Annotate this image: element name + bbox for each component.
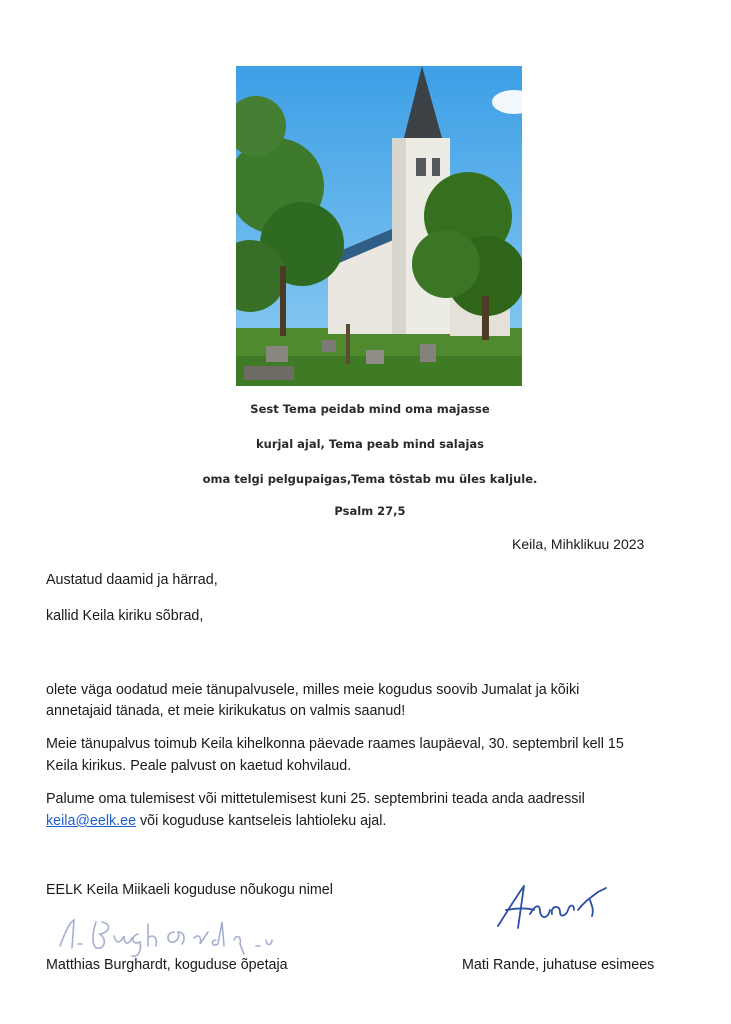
paragraph-3-rest: või koguduse kantseleis lahtioleku ajal. [136, 813, 387, 829]
church-photo [236, 66, 522, 386]
paragraph-2-line-2: Keila kirikus. Peale palvust on kaetud kohvilaud. [46, 758, 352, 774]
paragraph-3-line-2 [46, 809, 386, 833]
paragraph-3-line-1: Palume oma tulemisest või mittetulemisest kuni 25. septembrini teada anda aadressil [46, 791, 585, 807]
paragraph-1-line-2: annetajaid tänada, et meie kirikukatus on valmis saanud! [46, 703, 406, 719]
place-date: Keila, Mihklikuu 2023 [512, 536, 645, 552]
salutation-line-2: kallid Keila kiriku sõbrad, [46, 608, 204, 624]
verse-line-2: kurjal ajal, Tema peab mind salajas [255, 437, 485, 451]
verse-line-1: Sest Tema peidab mind oma majasse [250, 402, 490, 416]
signature-rande [488, 880, 620, 936]
signer-2: Mati Rande, juhatuse esimees [462, 957, 655, 973]
council-signoff: EELK Keila Miikaeli koguduse nõukogu nimel [46, 882, 333, 898]
verse-line-3: oma telgi pelgupaigas,Tema tõstab mu üles kaljule. [202, 472, 538, 486]
verse-reference: Psalm 27,5 [334, 504, 406, 518]
email-link[interactable]: keila@eelk.ee [46, 813, 137, 829]
salutation-line-1: Austatud daamid ja härrad, [46, 572, 218, 588]
paragraph-2-line-1: Meie tänupalvus toimub Keila kihelkonna päevade raames laupäeval, 30. septembril kell 15 [46, 736, 624, 752]
signer-1: Matthias Burghardt, koguduse õpetaja [46, 957, 288, 973]
paragraph-1-line-1: olete väga oodatud meie tänupalvusele, milles meie kogudus soovib Jumalat ja kõiki [46, 682, 580, 698]
